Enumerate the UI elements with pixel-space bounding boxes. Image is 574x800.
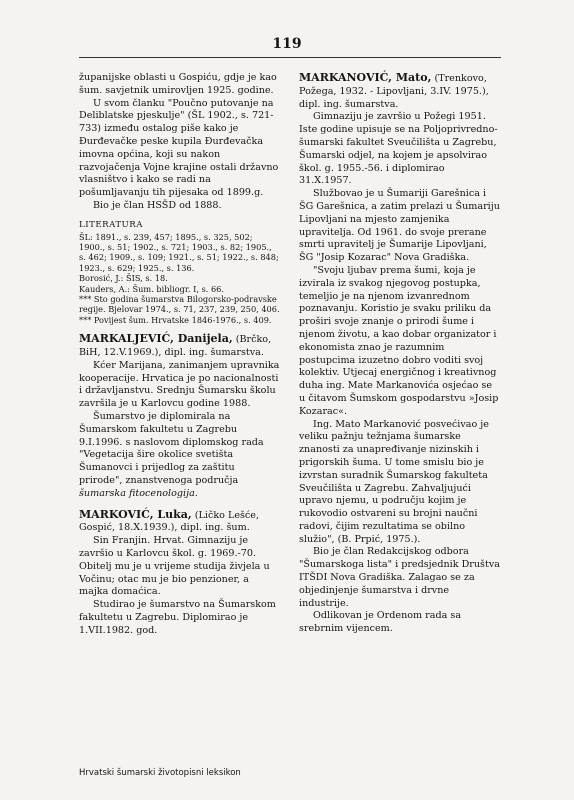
entry-heading [79,509,280,536]
literature-item: *** Povijest šum. Hrvatske 1846-1976., s. 409. [79,314,272,325]
literature-item: ŠL: 1891., s. 239, 457; 1895., s. 325, 502; 1900., s. 51; 1902., s. 721; 1903., s. 82; 1905., s. 462; 1909., s. 109; 1921., s. 51; 1922., s. 848; 1923., s. 629; 1925., s. 136. [79,231,279,273]
literature-item: *** Sto godina šumarstva Bilogorsko-podravske regije. Bjelovar 1974., s. 71, 237, 239, 250, 406. [79,294,280,315]
literatura-heading: LITERATURA [79,219,143,230]
intro-paragraph: Bio je član HSŠD od 1888. [93,199,222,211]
entry-paragraph [79,411,280,501]
entry-meta: (Trenkovo, Požega, 1932. - Lipovljani, 3.IV. 1975.), dipl. ing. šumarstva. [299,73,489,110]
entry-heading [79,333,280,360]
entry-paragraph: Studirao je šumarstvo na Šumarskom fakultetu u Zagrebu. Diplomirao je 1.VII.1982. god. [79,599,276,636]
entry-paragraph: Gimnaziju je završio u Požegi 1951. Iste godine upisuje se na Poljoprivredno-šumarski fakultet Sveučilišta u Zagrebu, Šumarski odjel, na kojem je apsolvirao škol. g. 1955.-56. i diplomirao 31.X.1957. [299,111,498,187]
entry-name: MARKANOVIĆ, Mato, [299,71,432,84]
header-rule [79,57,501,58]
literature-item: Kauders, A.: Šum. bibliogr. I, s. 66. [79,283,224,294]
right-column [299,72,500,636]
intro-paragraph: U svom članku "Poučno putovanje na Deliblatske pjeskulje" (ŠL 1902., s. 721-733) između ostalog piše kako je Đurđevačke peske kupila Đurđevačka imovna općina, koji su nakon razvojačenja Vojne krajine ostali državno vlasništvo i kako se radi na pošumljavanju tih pijesaka od 1899.g. [79,97,279,199]
intro-paragraph: županijske oblasti u Gospiću, gdje je kao šum. savjetnik umirovljen 1925. godine. [79,72,277,96]
entry-paragraph: Odlikovan je Ordenom rada sa srebrnim vijencem. [299,610,462,635]
entry-field-italic: šumarska fitocenologija. [79,487,198,499]
entry-meta: (Brčko, BiH, 12.V.1969.), dipl. ing. šumarstva. [79,334,272,359]
page-number: 119 [272,36,302,52]
entry-paragraph: Službovao je u Šumariji Garešnica i ŠG Garešnica, a zatim prelazi u Šumariju Lipovljani na mjesto zamjenika upravitelja. Od 1961. do svoje prerane smrti upravitelj je Šumarije Lipovljani, ŠG "Josip Kozarac" Nova Gradiška. [299,188,500,264]
entry-name: MARKALJEVIĆ, Danijela, [79,332,233,346]
entry-paragraph: Ing. Mato Markanović posvećivao je veliku pažnju težnjama šumarske znanosti za unapređivanje nizinskih i prigorskih šuma. U tome smislu bio je izvrstan suradnik Šumarskog fakulteta Sveučilišta u Zagrebu. Zahvaljujući upravo njemu, u području kojim je rukovodio ostvareni su brojni naučni radovi, čijim rezultatima se obilno služio", (B. Prpić, 1975.). [299,418,489,545]
left-column [79,72,280,638]
literature-item: Borosić, J.: ŠIS, s. 18. [79,273,168,284]
entry-paragraph: Sin Franjin. Hrvat. Gimnaziju je završio u Karlovcu škol. g. 1969.-70. Obitelj mu je u vrijeme studija živjela u Vočinu; otac mu je bio penzioner, a majka domaćica. [79,535,270,598]
entry-heading [299,72,500,111]
entry-name: MARKOVIĆ, Luka, [79,507,192,521]
entry-paragraph: "Svoju ljubav prema šumi, koja je izvirala iz svakog njegovog postupka, temeljio je na njenom izvanrednom poznavanju. Koristio je svaku priliku da proširi svoje znanje o prirodi šume i njenom životu, a kao dobar organizator i ekonomista znao je razumnim postupcima izuzetno dobro voditi svoj kolektiv. Utjecaj energičnog i kreativnog duha ing. Mate Markanovića osjećao se u čitavom Šumskom gospodarstvu »Josip Kozarac«. [299,264,499,417]
entry-meta: (Ličko Lešće, Gospić, 18.X.1939.), dipl. ing. šum. [79,509,260,534]
entry-paragraph: Kćer Marijana, zanimanjem upravnika kooperacije. Hrvatica je po nacionalnosti i državljanstvu. Srednju Šumarsku školu završila je u Karlovcu godine 1988. [79,359,280,410]
footer-title: Hrvatski šumarski životopisni leksikon [79,768,241,778]
entry-paragraph: Bio je član Redakcijskog odbora "Šumarskoga lista" i predsjednik Društva ITŠDI Nova Gradiška. Zalagao se za objedinjenje šumarstva i drvne industrije. [299,546,500,609]
entry-text: Šumarstvo je diplomirala na Šumarskom fakultetu u Zagrebu 9.I.1996. s naslovom diplomskog rada "Vegetacija šire okolice svetišta Šumanovci i prijedlog za zaštitu prirode", znanstvenoga područja [79,411,264,486]
